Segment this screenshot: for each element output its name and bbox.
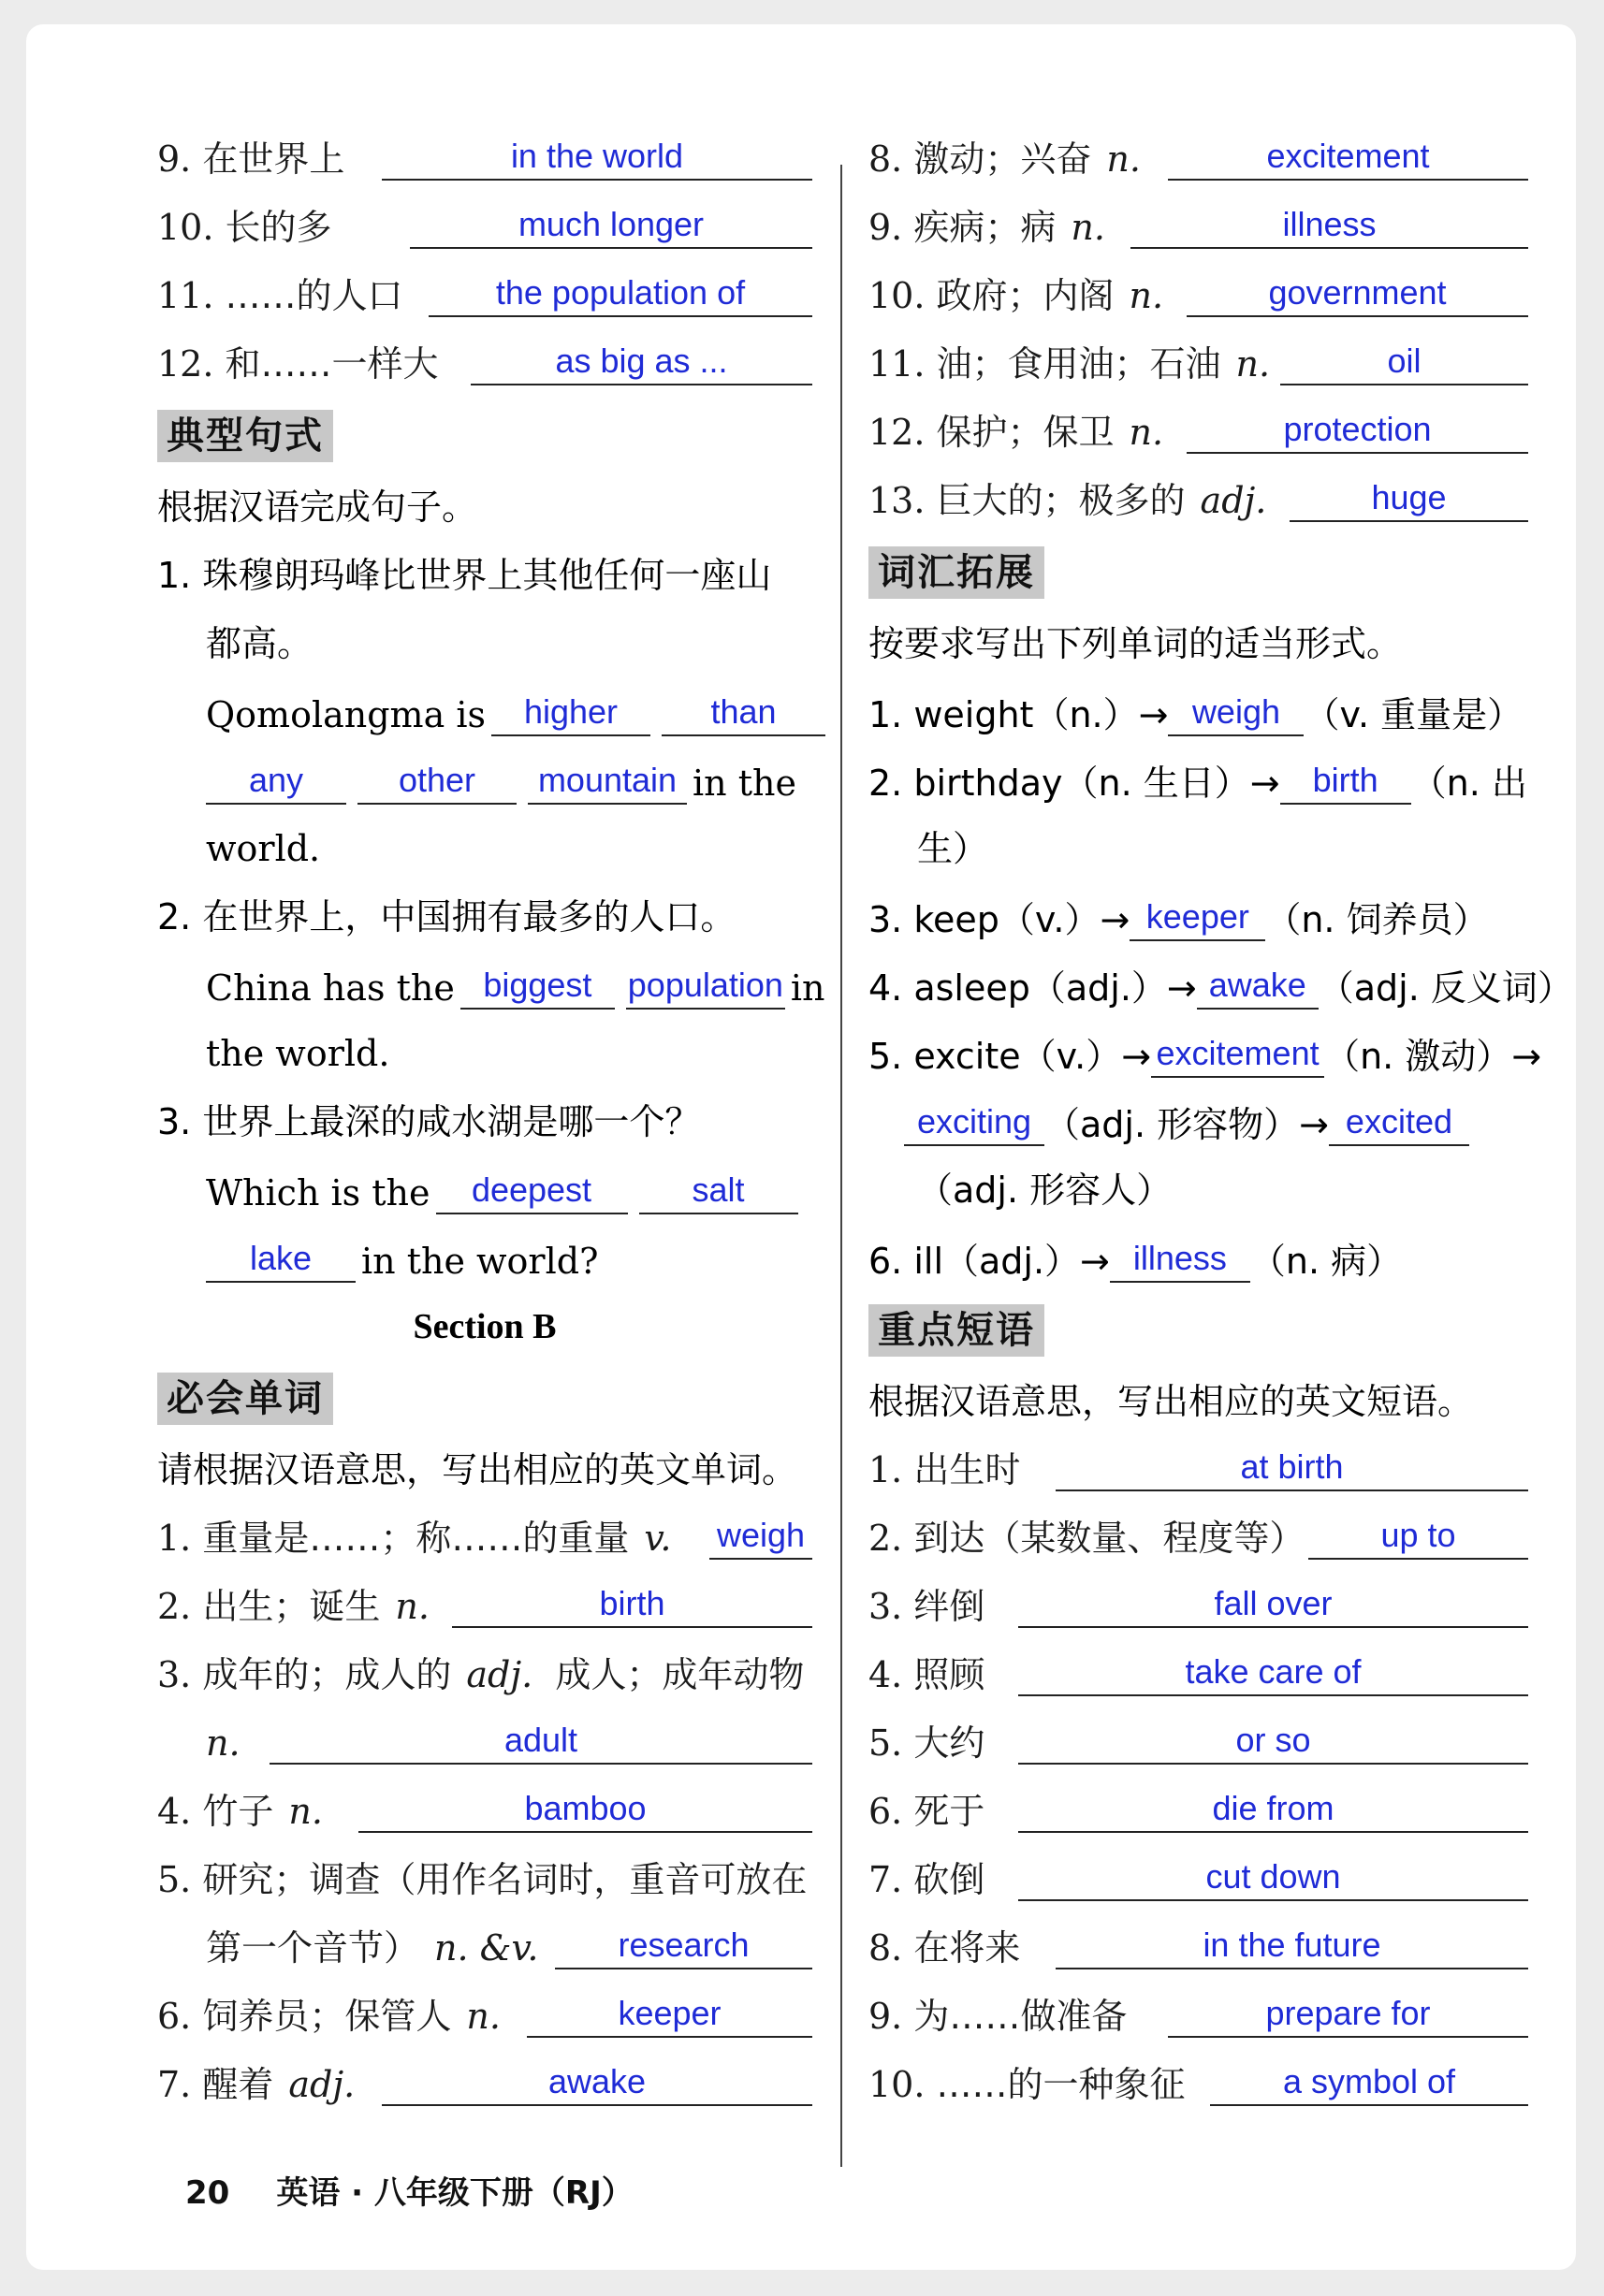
word-item-cont xyxy=(157,1709,812,1778)
phrase-item xyxy=(868,1504,1528,1573)
item-chinese: 激动；兴奋 xyxy=(913,138,1092,180)
answer-blank[interactable] xyxy=(1280,327,1528,385)
item-chinese: 巨大的；极多的 xyxy=(936,480,1186,521)
word-item xyxy=(157,1846,812,1914)
answer-text: birth xyxy=(1312,761,1378,799)
item-number: 11. xyxy=(868,343,926,385)
word-item xyxy=(157,2051,812,2119)
item-text: （n. 激动）→ xyxy=(1324,1036,1542,1077)
vocab-item xyxy=(868,125,1528,194)
phrase-item xyxy=(868,2051,1528,2119)
answer-blank[interactable] xyxy=(382,123,812,181)
answer-blank[interactable] xyxy=(1018,1707,1528,1765)
extension-item-cont: （adj. 形容人） xyxy=(917,1170,1173,1211)
item-number: 8. xyxy=(868,1927,903,1969)
item-chinese: 长的多 xyxy=(225,207,332,248)
item-chinese: 保护；保卫 xyxy=(936,412,1115,453)
vocab-item xyxy=(868,467,1528,535)
answer-text: cut down xyxy=(1205,1857,1341,1896)
item-text: 6. ill（adj.）→ xyxy=(868,1241,1110,1282)
answer-text: in the future xyxy=(1203,1925,1381,1964)
answer-text: fall over xyxy=(1214,1584,1333,1622)
answer-blank[interactable] xyxy=(436,1156,628,1214)
item-chinese: 油；食用油；石油 xyxy=(936,343,1221,385)
word-item xyxy=(157,1983,812,2051)
word-item-cont xyxy=(157,1914,812,1983)
word-item xyxy=(157,1778,812,1846)
item-chinese: 成年的；成人的 xyxy=(202,1654,452,1695)
item-number: 12. xyxy=(868,412,926,453)
answer-blank[interactable] xyxy=(1168,678,1304,736)
answer-text: biggest xyxy=(483,966,592,1004)
answer-blank[interactable] xyxy=(527,1980,812,2038)
phrase-item xyxy=(868,1573,1528,1641)
item-number: 5. xyxy=(157,1859,192,1900)
answer-text: population xyxy=(627,966,783,1004)
answer-blank[interactable] xyxy=(1018,1843,1528,1901)
part-of-speech: n. xyxy=(395,1586,430,1627)
part-of-speech: n. xyxy=(1106,138,1141,180)
item-chinese: 绊倒 xyxy=(913,1586,985,1627)
part-of-speech: n. xyxy=(1071,207,1105,248)
phrase-item xyxy=(868,1778,1528,1846)
answer-blank[interactable] xyxy=(358,1775,812,1833)
answer-text: excited xyxy=(1345,1102,1452,1141)
extension-item xyxy=(868,747,1528,815)
item-number: 9. xyxy=(868,207,903,248)
vocab-item xyxy=(157,194,812,262)
sentence-text: China has the xyxy=(206,967,455,1009)
section-header-words: 必会单词 xyxy=(157,1373,333,1425)
answer-text: illness xyxy=(1282,205,1377,243)
part-of-speech: n. xyxy=(1235,343,1271,385)
section-title: Section B xyxy=(413,1307,557,1346)
phrase-item xyxy=(868,1846,1528,1914)
answer-blank[interactable] xyxy=(1197,952,1319,1010)
answer-blank[interactable] xyxy=(452,1570,812,1628)
extension-item xyxy=(868,883,1528,952)
phrase-item xyxy=(868,1436,1528,1504)
answer-text: than xyxy=(710,692,777,731)
part-of-speech: adj. xyxy=(1200,480,1267,521)
item-number: 9. xyxy=(868,1996,903,2037)
item-chinese: 出生；诞生 xyxy=(202,1586,381,1627)
item-chinese: 醒着 xyxy=(202,2064,274,2105)
answer-blank[interactable] xyxy=(528,747,687,805)
item-chinese: 成人；成年动物 xyxy=(555,1654,805,1695)
item-chinese: 重量是……；称……的重量 xyxy=(202,1518,630,1559)
vocab-item xyxy=(868,194,1528,262)
answer-blank[interactable] xyxy=(1168,1980,1528,2038)
item-number: 10. xyxy=(868,275,926,316)
item-chinese: 和……一样大 xyxy=(225,343,439,385)
vocab-item xyxy=(868,399,1528,467)
section-header-phrases: 重点短语 xyxy=(868,1304,1044,1357)
answer-text: illness xyxy=(1132,1239,1227,1277)
workbook-page xyxy=(26,24,1576,2270)
item-number: 10. xyxy=(868,2064,926,2105)
answer-blank[interactable] xyxy=(639,1156,798,1214)
sentence-2-english-end: the world. xyxy=(206,1033,390,1074)
answer-text: exciting xyxy=(916,1102,1032,1141)
answer-text: weigh xyxy=(1191,692,1280,731)
item-chinese: ……的人口 xyxy=(225,275,403,316)
answer-blank[interactable] xyxy=(206,1225,356,1283)
answer-text: huge xyxy=(1371,478,1447,516)
vocab-item xyxy=(157,262,812,330)
answer-text: bamboo xyxy=(524,1789,647,1827)
answer-text: other xyxy=(398,761,476,799)
answer-text: much longer xyxy=(518,205,705,243)
part-of-speech: adj. xyxy=(288,2064,356,2105)
vocab-item xyxy=(157,330,812,399)
item-text: （adj. 形容物）→ xyxy=(1044,1104,1329,1145)
answer-text: any xyxy=(248,761,304,799)
part-of-speech: n. xyxy=(206,1722,241,1764)
answer-blank[interactable] xyxy=(1056,1911,1528,1969)
item-chinese: 在世界上 xyxy=(202,138,345,180)
answer-text: birth xyxy=(599,1584,665,1622)
answer-blank[interactable] xyxy=(429,259,812,317)
answer-text: take care of xyxy=(1185,1652,1362,1691)
item-number: 13. xyxy=(868,480,926,521)
answer-blank[interactable] xyxy=(1130,191,1528,249)
item-number: 12. xyxy=(157,343,214,385)
part-of-speech: n. &v. xyxy=(434,1927,539,1969)
item-chinese: ……的一种象征 xyxy=(936,2064,1186,2105)
page-number: 20 xyxy=(185,2174,230,2212)
answer-blank[interactable] xyxy=(555,1911,812,1969)
sentence-1-chinese: 1. 珠穆朗玛峰比世界上其他任何一座山 xyxy=(157,555,772,596)
answer-text: higher xyxy=(523,692,619,731)
sentence-text: in the xyxy=(693,763,796,804)
item-number: 2. xyxy=(157,1586,192,1627)
answer-blank[interactable] xyxy=(1168,123,1528,181)
sentence-1-chinese-cont: 都高。 xyxy=(206,623,314,664)
answer-text: excitement xyxy=(1156,1034,1320,1072)
answer-blank[interactable] xyxy=(1018,1775,1528,1833)
answer-text: die from xyxy=(1212,1789,1334,1827)
answer-blank[interactable] xyxy=(357,747,517,805)
answer-text: in the world xyxy=(510,137,684,175)
sentence-3-chinese: 3. 世界上最深的咸水湖是哪一个？ xyxy=(157,1101,701,1142)
answer-blank[interactable] xyxy=(206,747,346,805)
answer-text: oil xyxy=(1387,341,1422,380)
extension-item-cont xyxy=(868,1088,1528,1156)
item-chinese: 照顾 xyxy=(913,1654,985,1695)
item-chinese: 竹子 xyxy=(202,1791,274,1832)
item-chinese: 饲养员；保管人 xyxy=(202,1996,452,2037)
item-text: 2. birthday（n. 生日）→ xyxy=(868,763,1280,804)
answer-text: weigh xyxy=(716,1516,806,1554)
answer-text: deepest xyxy=(471,1170,592,1209)
vocab-item xyxy=(868,262,1528,330)
part-of-speech: n. xyxy=(288,1791,323,1832)
answer-blank[interactable] xyxy=(1018,1638,1528,1696)
item-chinese: 为……做准备 xyxy=(913,1996,1128,2037)
instruction: 根据汉语完成句子。 xyxy=(157,487,478,528)
extension-item xyxy=(868,1020,1542,1088)
answer-blank[interactable] xyxy=(1151,1020,1324,1078)
answer-blank[interactable] xyxy=(1018,1570,1528,1628)
answer-blank[interactable] xyxy=(626,952,785,1010)
phrase-item xyxy=(868,1709,1528,1778)
answer-text: lake xyxy=(249,1239,313,1277)
column-divider xyxy=(840,165,842,2167)
section-header-sentences: 典型句式 xyxy=(157,410,333,462)
answer-blank[interactable] xyxy=(460,952,615,1010)
answer-blank[interactable] xyxy=(1187,259,1528,317)
sentence-1-english xyxy=(157,678,812,747)
answer-blank[interactable] xyxy=(1110,1225,1250,1283)
part-of-speech: adj. xyxy=(466,1654,533,1695)
answer-blank[interactable] xyxy=(1280,747,1411,805)
answer-text: or so xyxy=(1235,1721,1311,1759)
answer-blank[interactable] xyxy=(270,1707,812,1765)
answer-text: government xyxy=(1268,273,1447,312)
extension-item xyxy=(868,1225,1528,1293)
item-number: 1. xyxy=(868,1449,903,1490)
answer-blank[interactable] xyxy=(382,2048,812,2106)
extension-item xyxy=(868,678,1528,747)
answer-blank[interactable] xyxy=(1130,883,1265,941)
answer-text: keeper xyxy=(618,1994,722,2032)
answer-blank[interactable] xyxy=(1329,1088,1469,1146)
answer-blank[interactable] xyxy=(1187,396,1528,454)
word-item xyxy=(157,1504,812,1573)
answer-blank[interactable] xyxy=(662,678,825,736)
answer-text: keeper xyxy=(1145,897,1249,936)
sentence-2-english xyxy=(157,952,825,1020)
phrase-item xyxy=(868,1983,1528,2051)
item-chinese: 研究；调查（用作名词时，重音可放在 xyxy=(202,1859,808,1900)
sentence-3-english-cont xyxy=(157,1225,812,1293)
answer-blank[interactable] xyxy=(1056,1433,1528,1491)
word-item xyxy=(157,1641,812,1709)
answer-text: as big as ... xyxy=(555,341,728,380)
item-chinese: 在将来 xyxy=(913,1927,1021,1969)
item-chinese: 死于 xyxy=(913,1791,985,1832)
sentence-1-english-end: world. xyxy=(206,828,321,869)
item-number: 4. xyxy=(157,1791,192,1832)
answer-blank[interactable] xyxy=(1308,1502,1528,1560)
item-text: 4. asleep（adj.）→ xyxy=(868,967,1197,1009)
answer-blank[interactable] xyxy=(709,1502,812,1560)
answer-text: adult xyxy=(503,1721,578,1759)
answer-blank[interactable] xyxy=(410,191,812,249)
item-number: 7. xyxy=(157,2064,192,2105)
item-number: 7. xyxy=(868,1859,903,1900)
item-chinese: 第一个音节） xyxy=(206,1927,420,1969)
answer-blank[interactable] xyxy=(1210,2048,1528,2106)
answer-text: prepare for xyxy=(1265,1994,1431,2032)
answer-text: at birth xyxy=(1240,1447,1344,1486)
item-chinese: 疾病；病 xyxy=(913,207,1057,248)
item-number: 8. xyxy=(868,138,903,180)
instruction: 按要求写出下列单词的适当形式。 xyxy=(868,623,1403,664)
item-text: （v. 重量是） xyxy=(1304,694,1524,735)
phrase-item xyxy=(868,1641,1528,1709)
item-text: 3. keep（v.）→ xyxy=(868,899,1130,940)
item-chinese: 大约 xyxy=(913,1722,985,1764)
item-number: 4. xyxy=(868,1654,903,1695)
instruction: 请根据汉语意思，写出相应的英文单词。 xyxy=(157,1449,798,1490)
sentence-2-chinese: 2. 在世界上，中国拥有最多的人口。 xyxy=(157,896,736,937)
sentence-text: in xyxy=(790,967,825,1009)
item-text: （n. 出 xyxy=(1410,763,1527,804)
answer-text: the population of xyxy=(495,273,746,312)
phrase-item xyxy=(868,1914,1528,1983)
sentence-3-english xyxy=(157,1156,812,1225)
part-of-speech: n. xyxy=(1129,275,1164,316)
answer-text: awake xyxy=(1208,966,1306,1004)
item-text: 1. weight（n.）→ xyxy=(868,694,1169,735)
answer-blank[interactable] xyxy=(904,1088,1044,1146)
item-text: 5. excite（v.）→ xyxy=(868,1036,1152,1077)
section-header-extension: 词汇拓展 xyxy=(868,546,1044,599)
vocab-item xyxy=(157,125,812,194)
item-number: 5. xyxy=(868,1722,903,1764)
part-of-speech: v. xyxy=(644,1518,672,1559)
item-number: 1. xyxy=(157,1518,192,1559)
item-number: 3. xyxy=(868,1586,903,1627)
item-number: 2. xyxy=(868,1518,903,1559)
right-column xyxy=(868,125,1573,2119)
item-chinese: 到达（某数量、程度等） xyxy=(913,1518,1305,1559)
item-chinese: 政府；内阁 xyxy=(936,275,1115,316)
left-column xyxy=(157,125,825,2119)
vocab-item xyxy=(868,330,1528,399)
sentence-text: Which is the xyxy=(206,1172,430,1213)
instruction: 根据汉语意思，写出相应的英文短语。 xyxy=(868,1381,1474,1422)
sentence-text: Qomolangma is xyxy=(206,694,486,735)
item-number: 10. xyxy=(157,207,214,248)
sentence-text: in the world? xyxy=(361,1241,599,1282)
answer-blank[interactable] xyxy=(1290,464,1528,522)
answer-text: protection xyxy=(1283,410,1432,448)
item-number: 9. xyxy=(157,138,192,180)
book-title: 英语 · 八年级下册（RJ） xyxy=(276,2174,634,2212)
answer-text: awake xyxy=(547,2062,647,2100)
extension-item-cont: 生） xyxy=(917,828,989,869)
answer-text: a symbol of xyxy=(1282,2062,1456,2100)
answer-text: salt xyxy=(692,1170,745,1209)
part-of-speech: n. xyxy=(466,1996,501,2037)
answer-text: research xyxy=(618,1925,750,1964)
answer-text: excitement xyxy=(1266,137,1430,175)
item-number: 3. xyxy=(157,1654,192,1695)
item-number: 11. xyxy=(157,275,214,316)
answer-blank[interactable] xyxy=(491,678,650,736)
item-chinese: 出生时 xyxy=(913,1449,1021,1490)
item-number: 6. xyxy=(157,1996,192,2037)
item-chinese: 砍倒 xyxy=(913,1859,985,1900)
page-footer xyxy=(185,2167,634,2213)
item-text: （adj. 反义词） xyxy=(1318,967,1573,1009)
sentence-1-english-cont xyxy=(157,747,812,815)
answer-text: mountain xyxy=(537,761,678,799)
item-text: （n. 病） xyxy=(1249,1241,1403,1282)
word-item xyxy=(157,1573,812,1641)
answer-blank[interactable] xyxy=(471,327,812,385)
extension-item xyxy=(868,952,1573,1020)
item-number: 6. xyxy=(868,1791,903,1832)
answer-text: up to xyxy=(1380,1516,1456,1554)
item-text: （n. 饲养员） xyxy=(1265,899,1489,940)
part-of-speech: n. xyxy=(1129,412,1164,453)
